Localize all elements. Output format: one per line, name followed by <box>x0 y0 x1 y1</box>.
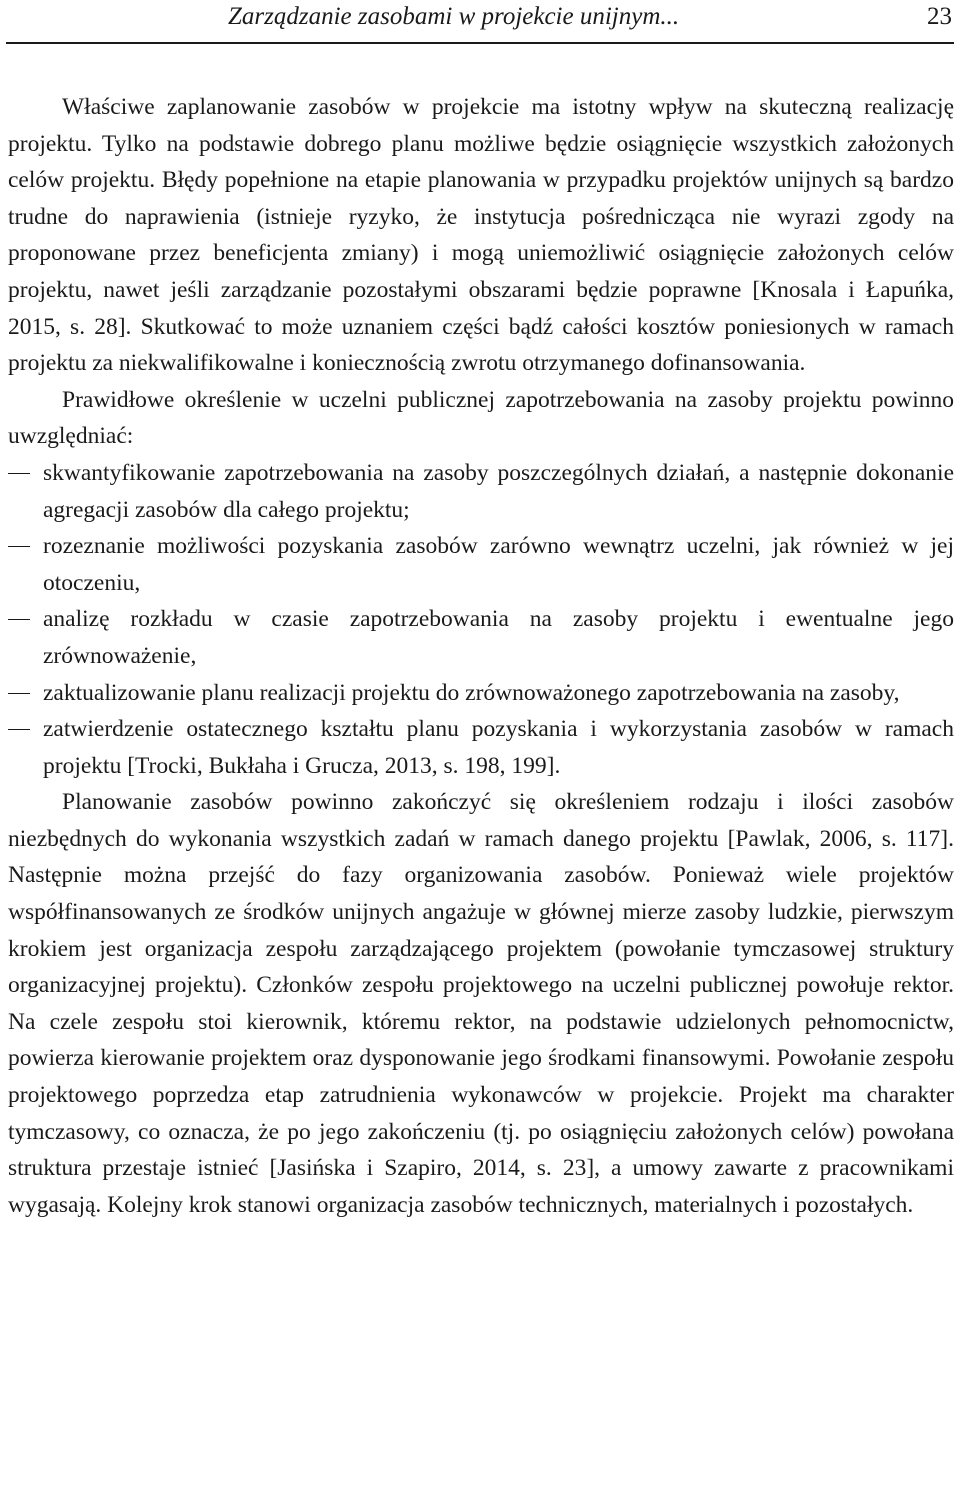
demand-list <box>8 455 954 784</box>
list-item-text: zatwierdzenie ostatecznego kształtu planu pozyskania i wykorzystania zasobów w ramach projektu [Trocki, Bukłaha i Grucza, 2013, s. 198, 199]. <box>43 716 954 779</box>
page-number: 23 <box>927 3 952 30</box>
dash-bullet-icon <box>8 619 30 620</box>
list-item <box>8 601 954 674</box>
list-item <box>8 528 954 601</box>
paragraph-demand-intro: Prawidłowe określenie w uczelni publicznej zapotrzebowania na zasoby projektu powinno uwzględniać: <box>8 386 954 450</box>
header-rule <box>6 42 954 44</box>
paragraph-organizing-resources: Planowanie zasobów powinno zakończyć się określeniem rodzaju i ilości zasobów niezbędnych do wykonania wszystkich zadań w ramach danego projektu [Pawlak, 2006, s. 117]. Następnie można przejść do fazy organizowania zasobów. Ponieważ wiele projektów współfinansowanych ze środków unijnych angażuje w głównej mierze zasoby ludzkie, pierwszym krokiem jest organizacja zespołu zarządzającego projektem (powołanie tymczasowej struktury organizacyjnej projektu). Członków zespołu projektowego na uczelni publicznej powołuje rektor. Na czele zespołu stoi kierownik, któremu rektor, na podstawie udzielonych pełnomocnictw, powierza kierowanie projektem oraz dysponowanie jego środkami finansowymi. Powołanie zespołu projektowego poprzedza etap zatrudnienia wykonawców w projekcie. Projekt ma charakter tymczasowy, co oznacza, że po jego zakończeniu (tj. po osiągnięciu założonych celów) powołana struktura przestaje istnieć [Jasińska i Szapiro, 2014, s. 23], a umowy zawarte z pracownikami wygasają. Kolejny krok stanowi organizacja zasobów technicznych, materialnych i pozostałych. <box>8 789 954 1218</box>
list-item-text: zaktualizowanie planu realizacji projektu do zrównoważonego zapotrzebowania na zasoby, <box>43 679 900 706</box>
list-item <box>8 675 954 712</box>
body-text <box>8 89 954 1223</box>
list-item <box>8 455 954 528</box>
list-item-text: rozeznanie możliwości pozyskania zasobów zarówno wewnątrz uczelni, jak również w jej otoczeniu, <box>43 533 954 596</box>
paragraph-resource-planning: Właściwe zaplanowanie zasobów w projekcie ma istotny wpływ na skuteczną realizację projektu. Tylko na podstawie dobrego planu możliwe będzie osiągnięcie wszystkich założonych celów projektu. Błędy popełnione na etapie planowania w przypadku projektów unijnych są bardzo trudne do naprawienia (istnieje ryzyko, że instytucja pośrednicząca nie wyrazi zgody na proponowane przez beneficjenta zmiany) i mogą uniemożliwić osiągnięcie założonych celów projektu, nawet jeśli zarządzanie pozostałymi obszarami będzie poprawne [Knosala i Łapuńka, 2015, s. 28]. Skutkować to może uznaniem części bądź całości kosztów poniesionych w ramach projektu za niekwalifikowalne i koniecznością zwrotu otrzymanego dofinansowania. <box>8 94 954 377</box>
list-item <box>8 711 954 784</box>
dash-bullet-icon <box>8 546 30 547</box>
running-title: Zarządzanie zasobami w projekcie unijnym... <box>228 3 680 30</box>
list-item-text: skwantyfikowanie zapotrzebowania na zasoby poszczególnych działań, a następnie dokonanie agregacji zasobów dla całego projektu; <box>43 459 954 523</box>
dash-bullet-icon <box>8 693 30 694</box>
dash-bullet-icon <box>8 473 30 474</box>
dash-bullet-icon <box>8 729 30 730</box>
page-header <box>0 0 960 44</box>
list-item-text: analizę rozkładu w czasie zapotrzebowania na zasoby projektu i ewentualne jego zrównoważenie, <box>43 606 954 669</box>
